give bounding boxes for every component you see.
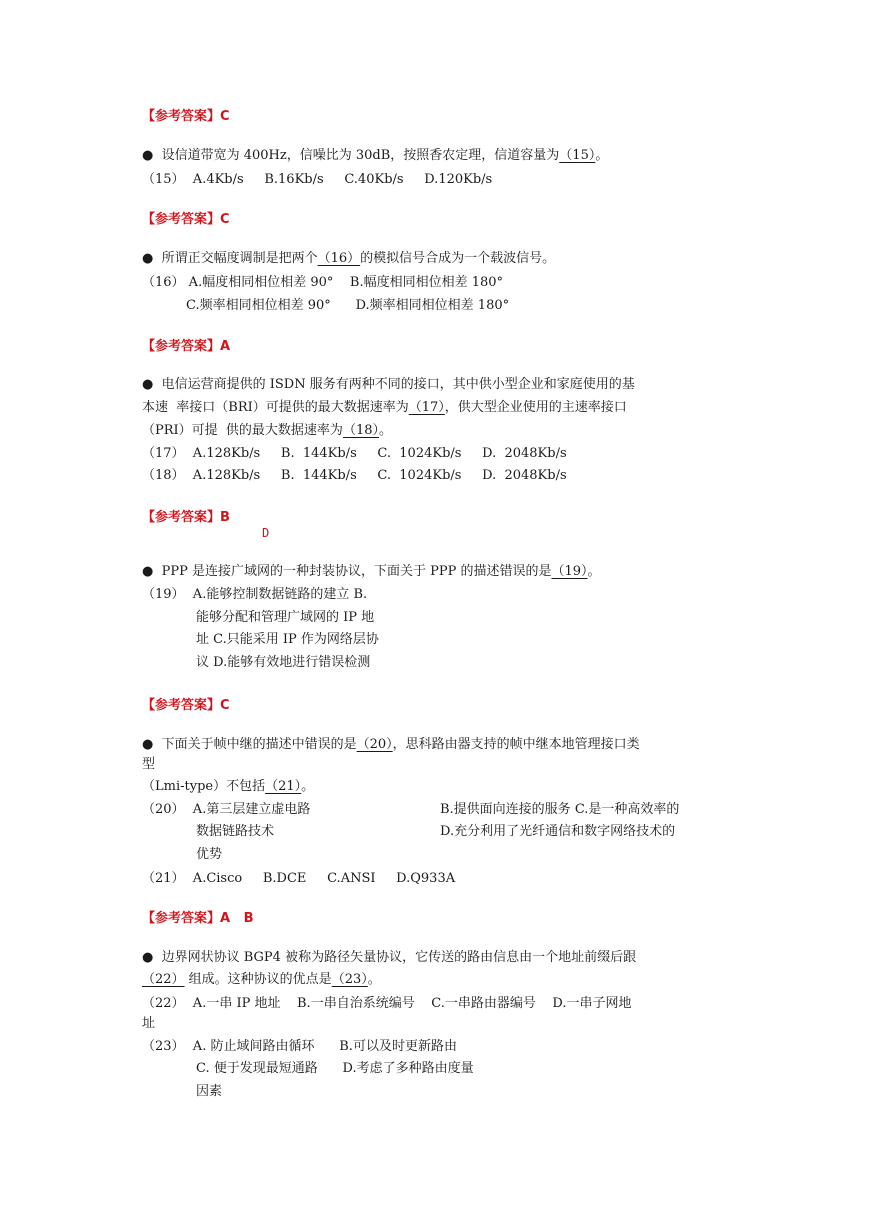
blank-22: （22） [142,972,185,987]
question-16-stem: ● 所谓正交幅度调制是把两个（16）的模拟信号合成为一个载波信号。 [142,251,556,266]
question-16-options-cd: C.频率相同相位相差 90° D.频率相同相位相差 180° [186,298,510,313]
blank-23: （23） [331,972,368,987]
question-20-option-a: （20） A.第三层建立虚电路 [142,802,311,817]
answer-label: 【参考答案】C [142,212,230,227]
blank-17: （17） [408,400,445,415]
answer-label: 【参考答案】C [142,698,230,713]
blank-19: （19） [551,564,588,579]
question-19-option-line-3: 址 C.只能采用 IP 作为网络层协 [196,632,379,647]
question-23-options-line-3: 因素 [196,1084,223,1099]
question-21-options: （21） A.Cisco B.DCE C.ANSI D.Q933A [142,871,456,886]
question-19-stem: ● PPP 是连接广域网的一种封装协议，下面关于 PPP 的描述错误的是（19）。 [142,564,601,579]
question-20-option-b: B.提供面向连接的服务 C.是一种高效率的 [440,802,680,817]
question-17-line-2: 本速 率接口（BRI）可提供的最大数据速率为（17），供大型企业使用的主速率接口 [142,400,627,415]
question-20-option-a-cont: 数据链路技术 [196,824,275,839]
question-17-line-1: ● 电信运营商提供的 ISDN 服务有两种不同的接口，其中供小型企业和家庭使用的基 [142,377,635,392]
question-22-options-cont: 址 [142,1016,156,1031]
answer-label: 【参考答案】B [142,510,230,525]
question-20-stem: ● 下面关于帧中继的描述中错误的是（20），思科路由器支持的帧中继本地管理接口类 [142,737,640,752]
question-18-options: （18） A.128Kb/s B. 144Kb/s C. 1024Kb/s D. 2048Kb/s [142,468,567,483]
question-15-stem: ● 设信道带宽为 400Hz，信噪比为 30dB，按照香农定理，信道容量为（15）。 [142,148,609,163]
answer-label: 【参考答案】A [142,339,231,354]
answer-label: 【参考答案】C [142,109,230,124]
blank-15: （15） [559,148,596,163]
question-15-options: （15） A.4Kb/s B.16Kb/s C.40Kb/s D.120Kb/s [142,172,493,187]
question-22-line-2: （22） 组成。这种协议的优点是（23）。 [142,972,381,987]
question-19-option-line-4: 议 D.能够有效地进行错误检测 [196,655,371,670]
question-22-options: （22） A.一串 IP 地址 B.一串自治系统编号 C.一串路由器编号 D.一串子网地 [142,996,632,1011]
blank-20: （20） [356,737,393,752]
question-16-options-ab: （16） A.幅度相同相位相差 90° B.幅度相同相位相差 180° [142,275,504,290]
answer-label: 【参考答案】A B [142,911,254,926]
blank-16: （16） [317,251,361,266]
question-20-line-2: 型 [142,757,156,772]
question-23-options-line-1: （23） A. 防止域间路由循环 B.可以及时更新路由 [142,1039,457,1054]
question-17-options: （17） A.128Kb/s B. 144Kb/s C. 1024Kb/s D. 2048Kb/s [142,446,567,461]
question-20-line-3: （Lmi-type）不包括（21）。 [142,779,315,794]
blank-18: （18） [342,423,379,438]
answer-label-extra: D [262,526,270,540]
question-20-option-d-cont: 优势 [196,847,223,862]
question-19-option-line-2: 能够分配和管理广域网的 IP 地 [196,610,375,625]
question-19-option-line-1: （19） A.能够控制数据链路的建立 B. [142,587,368,602]
question-20-option-d: D.充分利用了光纤通信和数字网络技术的 [440,824,676,839]
question-23-options-line-2: C. 便于发现最短通路 D.考虑了多种路由度量 [196,1061,474,1076]
question-17-line-3: （PRI）可提 供的最大数据速率为（18）。 [142,423,392,438]
question-22-line-1: ● 边界网状协议 BGP4 被称为路径矢量协议，它传送的路由信息由一个地址前缀后跟 [142,950,637,965]
blank-21: （21） [265,779,302,794]
